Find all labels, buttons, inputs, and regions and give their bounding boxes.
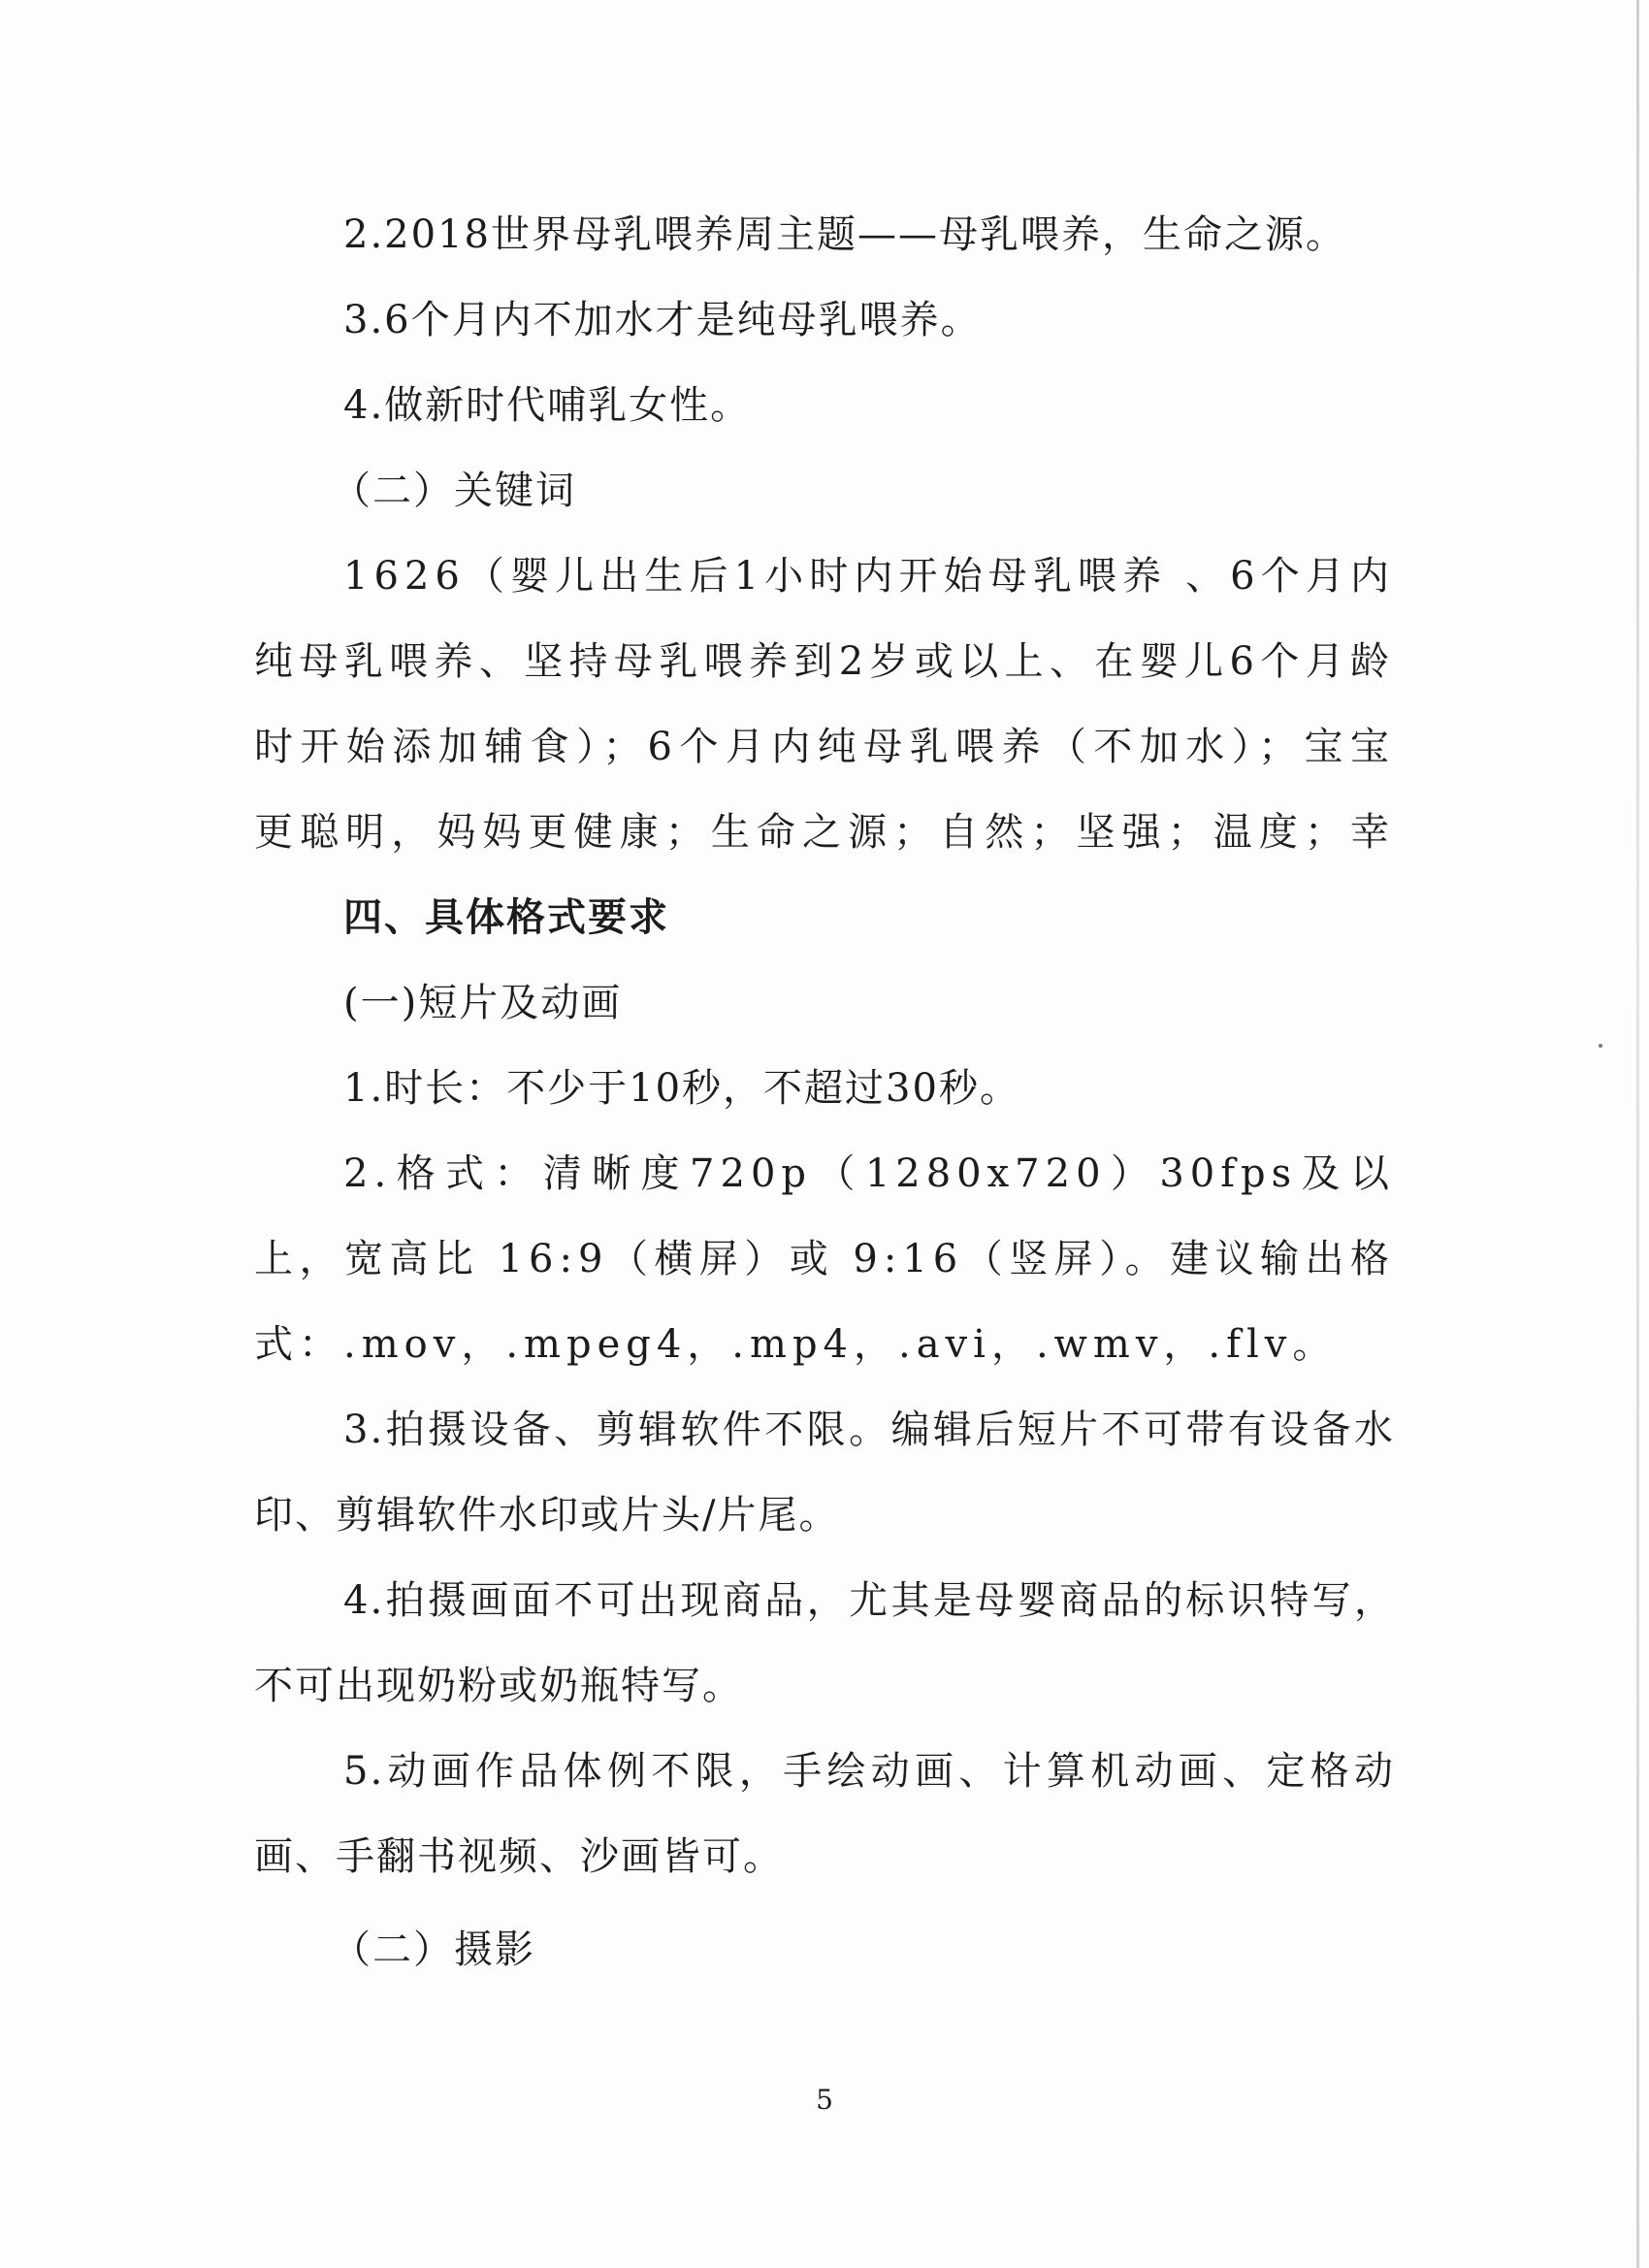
list-item: 2.格式：清晰度720p（1280x720）30fps及以上，宽高比 16:9（横屏）或 9:16（竖屏）。建议输出格式：.mov，.mpeg4，.mp4，.avi，.wmv，.flv。: [254, 1151, 1395, 1367]
keywords-paragraph: 1626（婴儿出生后1小时内开始母乳喂养 、6个月内纯母乳喂养、坚持母乳喂养到2岁或以上、在婴儿6个月龄时开始添加辅食）；6个月内纯母乳喂养（不加水）；宝宝更聪明，妈妈更健康；生命之源；自然；坚强；温度；幸: [254, 554, 1395, 855]
subsection-heading: （二）摄影: [332, 1928, 535, 1972]
scan-edge: [1636, 0, 1639, 2268]
list-item: 4.做新时代哺乳女性。: [343, 383, 752, 428]
list-item: 2.2018世界母乳喂养周主题——母乳喂养，生命之源。: [343, 212, 1346, 257]
page-number: 5: [816, 2084, 833, 2116]
list-item: 3.6个月内不加水才是纯母乳喂养。: [343, 298, 982, 342]
list-item: 5.动画作品体例不限，手绘动画、计算机动画、定格动画、手翻书视频、沙画皆可。: [254, 1749, 1395, 1879]
list-item: 1.时长：不少于10秒，不超过30秒。: [343, 1066, 1020, 1111]
scan-speck: [1599, 1044, 1602, 1048]
list-item: 3.拍摄设备、剪辑软件不限。编辑后短片不可带有设备水印、剪辑软件水印或片头/片尾。: [254, 1408, 1395, 1538]
subsection-heading: (一)短片及动画: [343, 981, 623, 1025]
list-item: 4.拍摄画面不可出现商品，尤其是母婴商品的标识特写，不可出现奶粉或奶瓶特写。: [254, 1578, 1395, 1708]
document-body: [254, 192, 1395, 1993]
section-heading: 四、具体格式要求: [343, 895, 669, 940]
keywords-heading: （二）关键词: [332, 469, 576, 513]
